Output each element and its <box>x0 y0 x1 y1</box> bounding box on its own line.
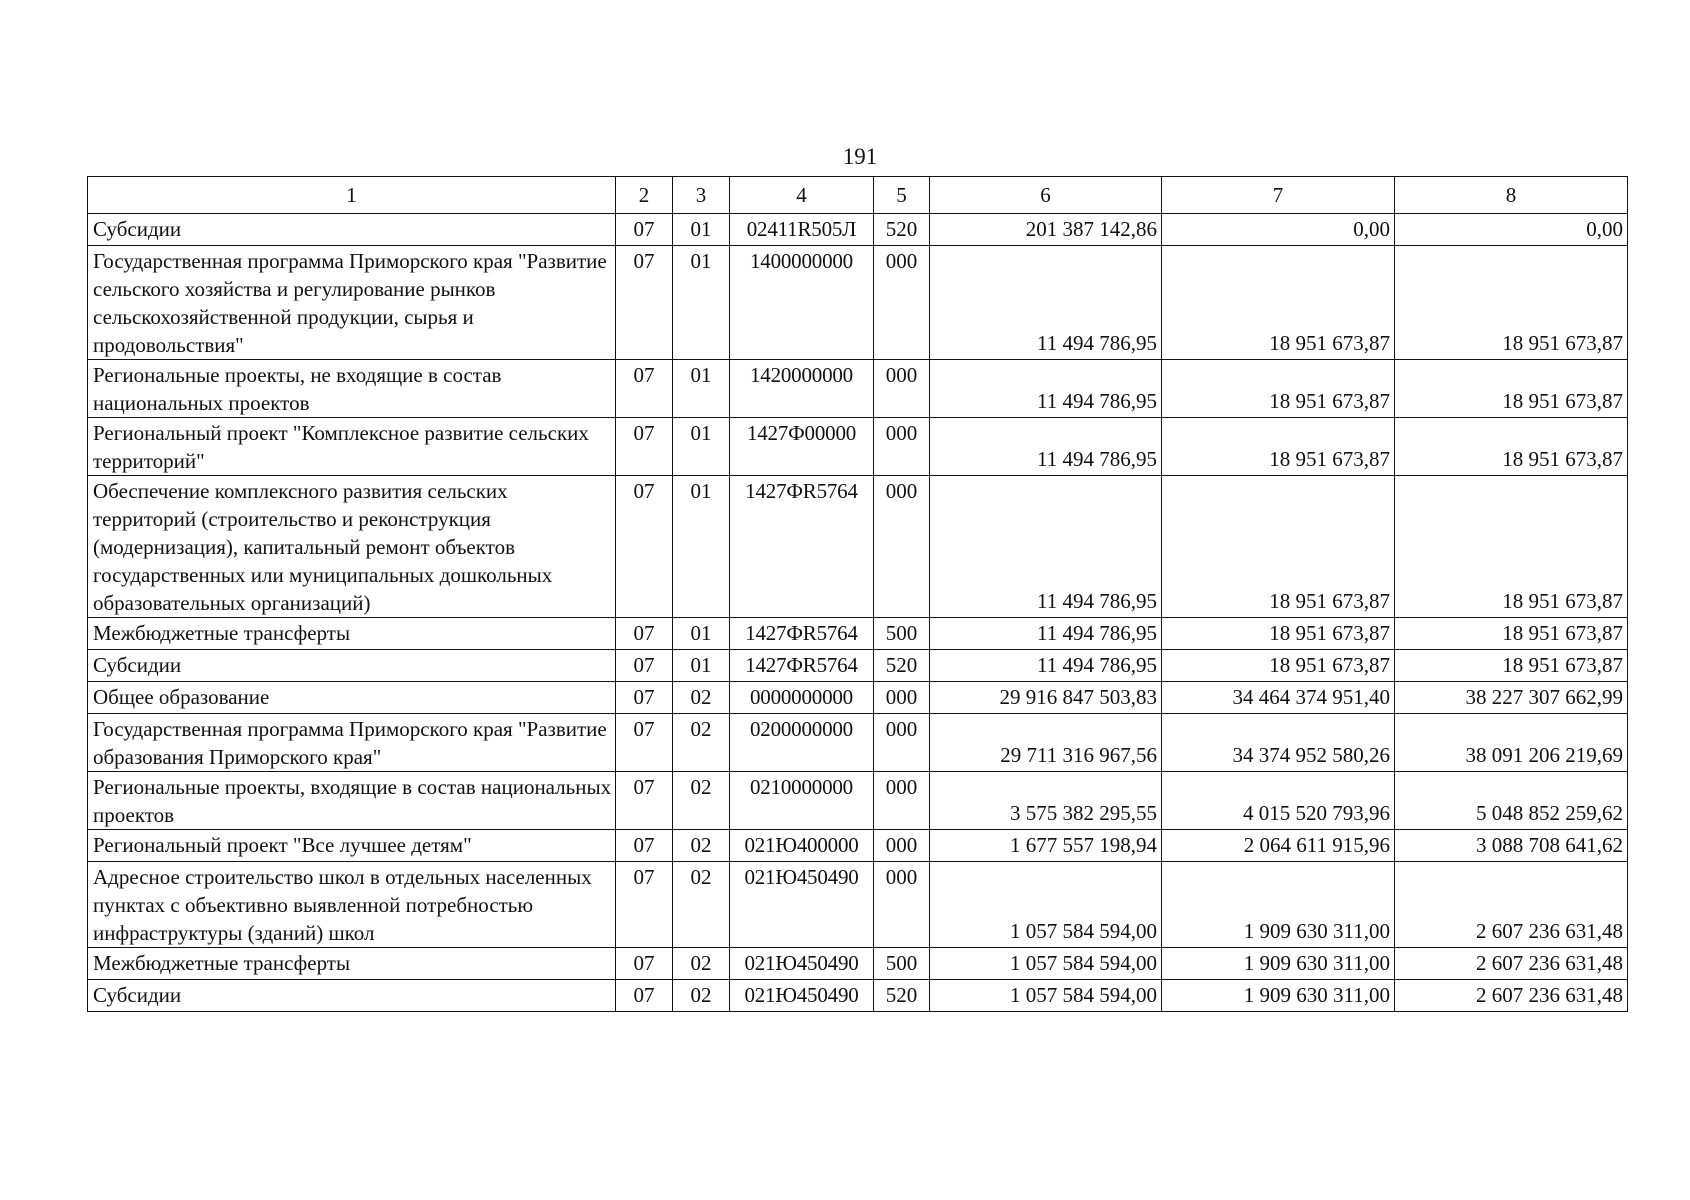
expense-type-code: 500 <box>874 618 930 650</box>
amount-year-1: 11 494 786,95 <box>930 618 1162 650</box>
amount-year-2: 18 951 673,87 <box>1162 418 1395 476</box>
expense-type-code: 000 <box>874 246 930 360</box>
amount-year-1: 1 057 584 594,00 <box>930 862 1162 948</box>
header-cell: 2 <box>616 177 673 214</box>
page-number: 191 <box>842 144 878 169</box>
table-row <box>88 772 1628 830</box>
subsection-code: 02 <box>673 714 730 772</box>
table-row <box>88 650 1628 682</box>
item-name: Общее образование <box>88 682 616 714</box>
amount-year-1: 11 494 786,95 <box>930 418 1162 476</box>
expense-type-code: 000 <box>874 476 930 618</box>
table-row <box>88 948 1628 980</box>
section-code: 07 <box>616 618 673 650</box>
target-article-code: 0000000000 <box>730 682 874 714</box>
item-name: Региональные проекты, входящие в состав национальных проектов <box>88 772 616 830</box>
subsection-code: 01 <box>673 476 730 618</box>
amount-year-1: 29 711 316 967,56 <box>930 714 1162 772</box>
item-name: Региональный проект "Комплексное развитие сельских территорий" <box>88 418 616 476</box>
amount-year-1: 11 494 786,95 <box>930 476 1162 618</box>
target-article-code: 021Ю450490 <box>730 862 874 948</box>
expense-type-code: 000 <box>874 418 930 476</box>
section-code: 07 <box>616 476 673 618</box>
expense-type-code: 000 <box>874 830 930 862</box>
amount-year-2: 34 374 952 580,26 <box>1162 714 1395 772</box>
item-name: Региональные проекты, не входящие в состав национальных проектов <box>88 360 616 418</box>
table-row <box>88 360 1628 418</box>
amount-year-3: 2 607 236 631,48 <box>1395 948 1628 980</box>
subsection-code: 02 <box>673 980 730 1012</box>
target-article-code: 021Ю400000 <box>730 830 874 862</box>
amount-year-2: 18 951 673,87 <box>1162 360 1395 418</box>
amount-year-1: 11 494 786,95 <box>930 246 1162 360</box>
header-row <box>88 177 1628 214</box>
target-article-code: 1400000000 <box>730 246 874 360</box>
section-code: 07 <box>616 650 673 682</box>
target-article-code: 02411R505Л <box>730 214 874 246</box>
expense-type-code: 000 <box>874 360 930 418</box>
subsection-code: 01 <box>673 214 730 246</box>
amount-year-3: 18 951 673,87 <box>1395 476 1628 618</box>
subsection-code: 02 <box>673 772 730 830</box>
amount-year-3: 38 091 206 219,69 <box>1395 714 1628 772</box>
amount-year-2: 0,00 <box>1162 214 1395 246</box>
amount-year-1: 201 387 142,86 <box>930 214 1162 246</box>
item-name: Региональный проект "Все лучшее детям" <box>88 830 616 862</box>
amount-year-2: 4 015 520 793,96 <box>1162 772 1395 830</box>
subsection-code: 01 <box>673 360 730 418</box>
amount-year-3: 2 607 236 631,48 <box>1395 980 1628 1012</box>
header-cell: 7 <box>1162 177 1395 214</box>
amount-year-2: 18 951 673,87 <box>1162 476 1395 618</box>
target-article-code: 1427ФR5764 <box>730 476 874 618</box>
amount-year-3: 18 951 673,87 <box>1395 360 1628 418</box>
amount-year-3: 18 951 673,87 <box>1395 246 1628 360</box>
table-row <box>88 418 1628 476</box>
amount-year-2: 2 064 611 915,96 <box>1162 830 1395 862</box>
item-name: Межбюджетные трансферты <box>88 948 616 980</box>
subsection-code: 01 <box>673 246 730 360</box>
amount-year-1: 11 494 786,95 <box>930 650 1162 682</box>
target-article-code: 021Ю450490 <box>730 980 874 1012</box>
table-row <box>88 862 1628 948</box>
table-row <box>88 618 1628 650</box>
expense-type-code: 000 <box>874 682 930 714</box>
amount-year-2: 18 951 673,87 <box>1162 650 1395 682</box>
target-article-code: 1427ФR5764 <box>730 650 874 682</box>
amount-year-3: 18 951 673,87 <box>1395 650 1628 682</box>
subsection-code: 02 <box>673 948 730 980</box>
section-code: 07 <box>616 246 673 360</box>
table-row <box>88 682 1628 714</box>
subsection-code: 01 <box>673 650 730 682</box>
expense-type-code: 520 <box>874 650 930 682</box>
amount-year-3: 3 088 708 641,62 <box>1395 830 1628 862</box>
amount-year-3: 18 951 673,87 <box>1395 618 1628 650</box>
expense-type-code: 500 <box>874 948 930 980</box>
expense-type-code: 520 <box>874 214 930 246</box>
amount-year-2: 1 909 630 311,00 <box>1162 948 1395 980</box>
budget-table <box>87 176 1628 1012</box>
header-cell: 3 <box>673 177 730 214</box>
amount-year-1: 11 494 786,95 <box>930 360 1162 418</box>
expense-type-code: 000 <box>874 862 930 948</box>
amount-year-1: 29 916 847 503,83 <box>930 682 1162 714</box>
section-code: 07 <box>616 360 673 418</box>
expense-type-code: 000 <box>874 772 930 830</box>
target-article-code: 1420000000 <box>730 360 874 418</box>
header-cell: 4 <box>730 177 874 214</box>
amount-year-3: 0,00 <box>1395 214 1628 246</box>
section-code: 07 <box>616 214 673 246</box>
expense-type-code: 000 <box>874 714 930 772</box>
section-code: 07 <box>616 418 673 476</box>
table-row <box>88 246 1628 360</box>
expense-type-code: 520 <box>874 980 930 1012</box>
section-code: 07 <box>616 830 673 862</box>
subsection-code: 02 <box>673 830 730 862</box>
target-article-code: 021Ю450490 <box>730 948 874 980</box>
amount-year-3: 5 048 852 259,62 <box>1395 772 1628 830</box>
section-code: 07 <box>616 862 673 948</box>
item-name: Государственная программа Приморского края "Развитие образования Приморского края" <box>88 714 616 772</box>
section-code: 07 <box>616 772 673 830</box>
table-row <box>88 214 1628 246</box>
amount-year-3: 2 607 236 631,48 <box>1395 862 1628 948</box>
item-name: Межбюджетные трансферты <box>88 618 616 650</box>
item-name: Субсидии <box>88 980 616 1012</box>
header-cell: 5 <box>874 177 930 214</box>
section-code: 07 <box>616 980 673 1012</box>
target-article-code: 0200000000 <box>730 714 874 772</box>
item-name: Адресное строительство школ в отдельных населенных пунктах с объективно выявленной потребностью инфраструктуры (зданий) школ <box>88 862 616 948</box>
amount-year-3: 38 227 307 662,99 <box>1395 682 1628 714</box>
subsection-code: 01 <box>673 418 730 476</box>
table-row <box>88 714 1628 772</box>
target-article-code: 1427ФR5764 <box>730 618 874 650</box>
amount-year-1: 1 057 584 594,00 <box>930 948 1162 980</box>
section-code: 07 <box>616 714 673 772</box>
amount-year-2: 1 909 630 311,00 <box>1162 862 1395 948</box>
amount-year-3: 18 951 673,87 <box>1395 418 1628 476</box>
amount-year-1: 3 575 382 295,55 <box>930 772 1162 830</box>
subsection-code: 02 <box>673 682 730 714</box>
table-row <box>88 830 1628 862</box>
amount-year-2: 18 951 673,87 <box>1162 246 1395 360</box>
amount-year-2: 18 951 673,87 <box>1162 618 1395 650</box>
table-row <box>88 980 1628 1012</box>
subsection-code: 01 <box>673 618 730 650</box>
amount-year-2: 1 909 630 311,00 <box>1162 980 1395 1012</box>
amount-year-1: 1 677 557 198,94 <box>930 830 1162 862</box>
amount-year-1: 1 057 584 594,00 <box>930 980 1162 1012</box>
item-name: Субсидии <box>88 214 616 246</box>
item-name: Субсидии <box>88 650 616 682</box>
header-cell: 6 <box>930 177 1162 214</box>
header-cell: 8 <box>1395 177 1628 214</box>
section-code: 07 <box>616 682 673 714</box>
item-name: Государственная программа Приморского края "Развитие сельского хозяйства и регулирование рынков сельскохозяйственной продукции, сырья и продовольствия" <box>88 246 616 360</box>
subsection-code: 02 <box>673 862 730 948</box>
item-name: Обеспечение комплексного развития сельских территорий (строительство и реконструкция (модернизация), капитальный ремонт объектов государственных или муниципальных дошкольных образовательных организаций) <box>88 476 616 618</box>
amount-year-2: 34 464 374 951,40 <box>1162 682 1395 714</box>
table-row <box>88 476 1628 618</box>
target-article-code: 0210000000 <box>730 772 874 830</box>
section-code: 07 <box>616 948 673 980</box>
header-cell: 1 <box>88 177 616 214</box>
target-article-code: 1427Ф00000 <box>730 418 874 476</box>
